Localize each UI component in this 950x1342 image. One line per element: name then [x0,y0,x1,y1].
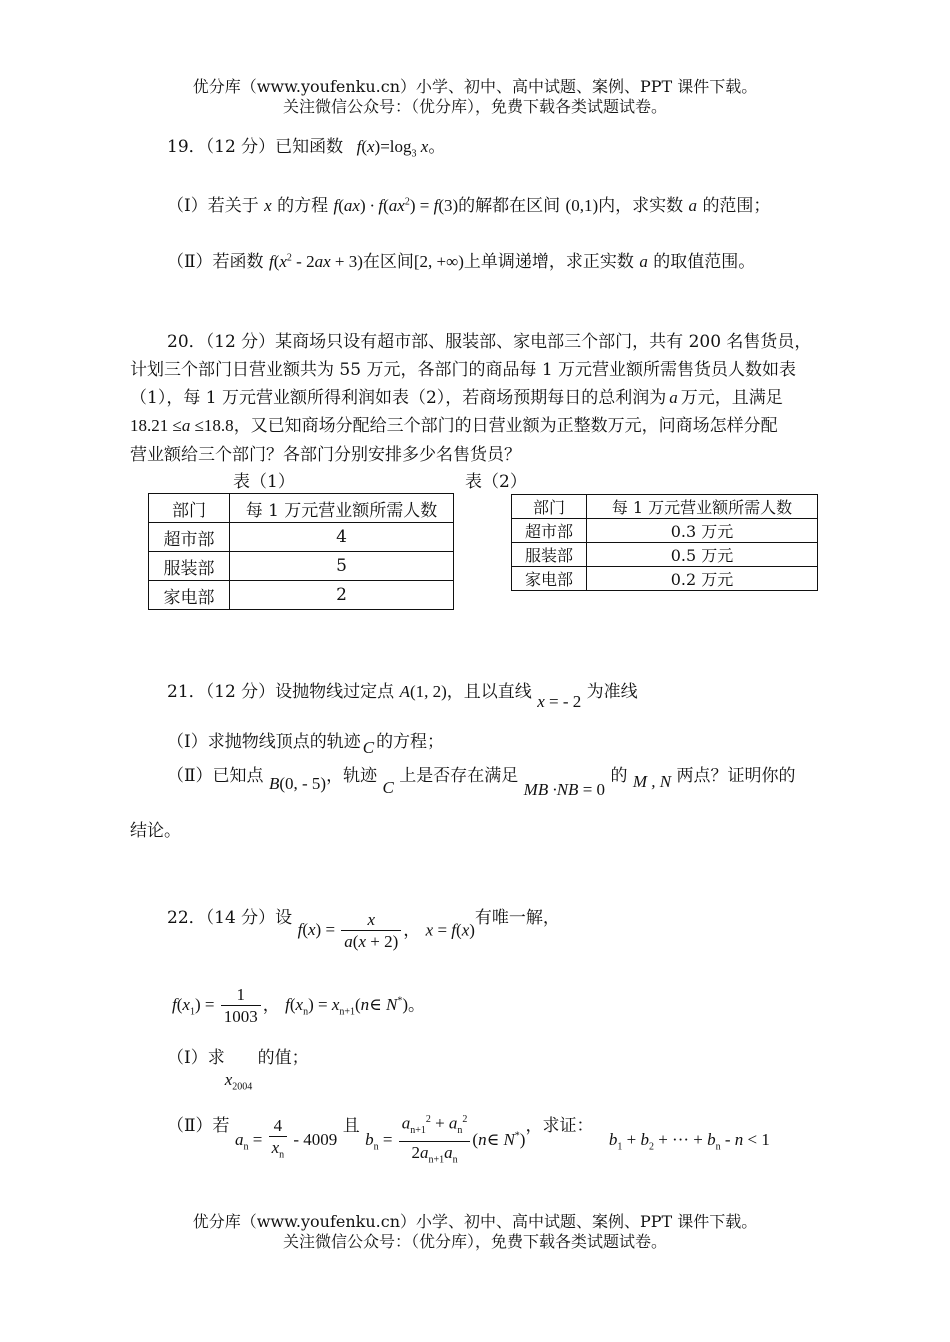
q20-line-2: 计划三个部门日营业额共为 55 万元，各部门的商品每 1 万元营业额所需售货员人数如表 [130,360,797,380]
q19-head: 19．（12 分）已知函数 [167,137,344,157]
q22-bn-def: $b_n$ = $\frac{a_{n+1}^2 + a_n^2}{2a_{n+1}a_n}$ (n∈ N*) [365,1130,525,1149]
q19-ii-tail: 的取值范围。 [653,252,756,272]
q20-line-4: 18.21 ≤a ≤18.8，又已知商场分配给三个部门的日营业额为正整数万元，问商场怎样分配 [130,416,778,436]
q19-i-mid1: 的方程 [277,196,329,216]
footer-line-2: 关注微信公众号：（优分库），免费下载各类试题试卷。 [282,1232,667,1251]
footer-line-1: 优分库（www.youfenku.cn）小学、初中、高中试题、案例、PPT 课件下载。 [192,1212,758,1231]
q19-interval: (0,1) [565,196,599,215]
table1-cell: 2 [230,581,454,610]
q21-dot-product: MB ·NB = 0 [523,780,606,799]
q19-i-tail: 的范围； [702,196,771,216]
q19-ii-interval: [2, +∞) [413,252,464,271]
q21-part-i: （Ⅰ）求抛物线顶点的轨迹 C 的方程； [167,732,445,757]
q19-function: $f(x)=\log_3$ x [356,137,429,160]
table-2 [511,494,818,591]
q19-equation: $f(ax) \cdot f(ax^2) = f(3)$ [333,196,459,215]
q19-i-mid2: 的解都在区间 [458,196,561,216]
q20-inequality: 18.21 ≤a ≤18.8 [130,416,234,435]
table1-header-count: 每 1 万元营业额所需人数 [230,494,454,523]
q21-point-b: B(0, - 5) [268,774,327,793]
q22-function: f(x) = $\frac{x}{a(x + 2)}$ [298,920,404,939]
table2-caption: 表（2） [465,472,527,492]
q22-recurrence: $f(x_n)$ = $x_{n+1}(n\in$ N*) [285,995,409,1018]
q21-part-ii: （Ⅱ）已知点 B(0, - 5)，轨迹 C 上是否存在满足 MB ·NB = 0 的 M , N 两点？证明你的 [167,766,796,799]
q22-inequality: $b_1 + b_2$ + ··· + $b_n - n < 1$ [608,1129,770,1153]
table1-cell: 5 [230,552,454,581]
header-line-1: 优分库（www.youfenku.cn）小学、初中、高中试题、案例、PPT 课件下载。 [192,77,758,96]
table1-cell: 家电部 [149,581,230,610]
table2-cell: 0.2 万元 [587,567,818,591]
table1-cell: 4 [230,523,454,552]
q22-stem: 22．（14 分）设 f(x) = $\frac{x}{a(x + 2)}$ ， x = f(x)有唯一解， [167,908,560,951]
q19-i-pre: （Ⅰ）若关于 [167,196,259,216]
header-line-2: 关注微信公众号：（优分库），免费下载各类试题试卷。 [282,97,667,116]
q19-part-i: （Ⅰ）若关于 x 的方程 $f(ax) \cdot f(ax^2) = f(3)$的解都在区间 (0,1)内，求实数 a 的范围； [167,196,771,216]
q19-ii-mid1: 在区间 [362,252,414,272]
q19-ii-mid2: 上单调递增，求正实数 [463,252,634,272]
q22-part-ii: （Ⅱ）若 $a_n$ = $\frac{4}{x_n}$ - 4009 且 $b_n$ = $\frac{a_{n+1}^2 + a_n^2}{2a_{n+1}a_n}$ (n∈ N*)，求证： $b_1 + b_2$ + ··· + $b_n - n < 1$ [167,1110,770,1171]
q19-ii-pre: （Ⅱ）若函数 [167,252,264,272]
table1-cell: 服装部 [149,552,230,581]
table2-cell: 服装部 [512,543,587,567]
q20-line-3: （1），每 1 万元营业额所得利润如表（2），若商场预期每日的总利润为 a 万元，且满足 [130,388,783,408]
table1-cell: 超市部 [149,523,230,552]
table-1 [148,493,454,610]
table2-cell: 超市部 [512,519,587,543]
q21-directrix: x = - 2 [537,692,582,711]
q19-part-ii: （Ⅱ）若函数 $f(x^2 - 2ax + 3)$在区间[2, +∞)上单调递增，求正实数 a 的取值范围。 [167,252,756,272]
q20-line-5: 营业额给三个部门？各部门分别安排多少名售货员？ [130,445,521,465]
q19-i-mid3: 内，求实数 [598,196,684,216]
table1-caption: 表（1） [233,472,295,492]
q21-conclusion: 结论。 [130,821,181,841]
q20-line-1: 20．（12 分）某商场只设有超市部、服装部、家电部三个部门，共有 200 名售货员， [167,332,812,352]
q22-part-i: （Ⅰ）求$x_{2004}$ 的值； [167,1048,309,1093]
table2-header-dept: 部门 [512,495,587,519]
q22-initial-value: $f(x_1)$ = $\frac{1}{1003}$ [172,995,263,1014]
table2-cell: 0.5 万元 [587,543,818,567]
table1-header-dept: 部门 [149,494,230,523]
q21-stem: 21．（12 分）设抛物线过定点 A(1, 2)，且以直线 x = - 2 为准线 [167,682,638,711]
q22-conditions: $f(x_1)$ = $\frac{1}{1003}$ ， $f(x_n)$ = $x_{n+1}(n\in$ N*)。 [172,985,426,1026]
q22-an-def: $a_n$ = $\frac{4}{x_n}$ - 4009 [234,1115,338,1160]
q19-composite: $f(x^2 - 2ax + 3)$ [268,252,363,271]
q21-point-a: A(1, 2) [399,682,447,701]
table2-cell: 0.3 万元 [587,519,818,543]
table2-cell: 家电部 [512,567,587,591]
table2-header-count: 每 1 万元营业额所需人数 [587,495,818,519]
q19-stem: 19．（12 分）已知函数 $f(x)=\log_3$ x。 [167,137,446,160]
q22-fixed-point: x = f(x) [425,920,475,940]
